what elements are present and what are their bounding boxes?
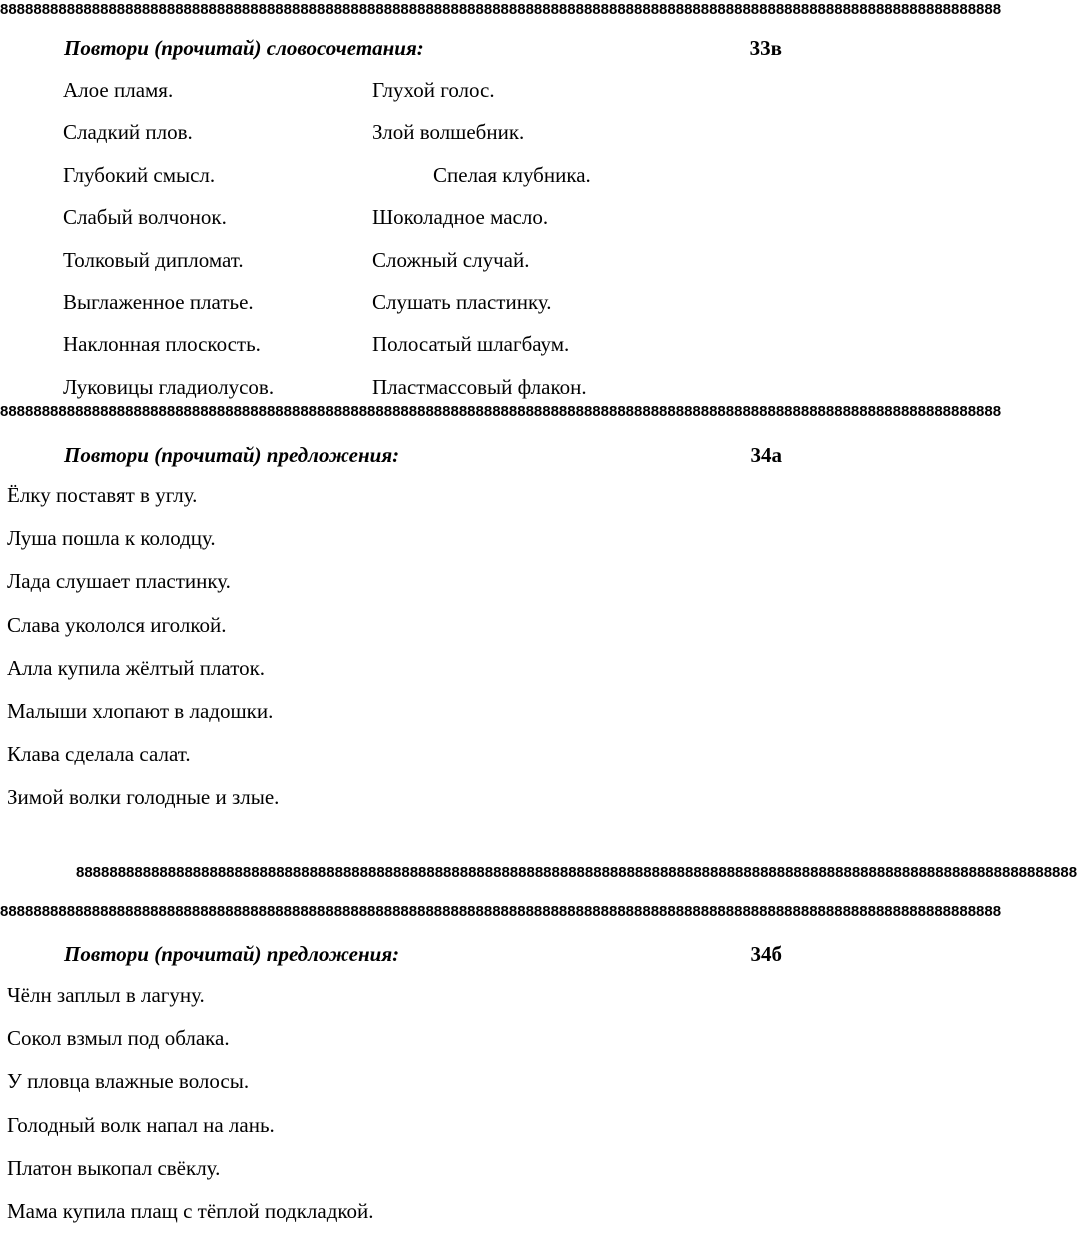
phrase-right-item: Глухой голос. [372,78,495,102]
section-33-number: 33в [749,36,782,60]
sentence-item: Алла купила жёлтый платок. [7,655,266,680]
sentence-item: Клава сделала салат. [7,742,191,767]
phrase-left-item: Сладкий плов. [63,120,193,145]
section-34a-heading [0,441,816,469]
section-34b-title: Повтори (прочитай) предложения: [64,942,400,966]
phrase-right-item: Сложный случай. [372,247,530,272]
sentence-item: Слава укололся иголкой. [7,612,227,637]
separator-line: 888888888888888888888888888888888888888888888888888888888888888888888888888888888888888888888888888888888888888888888888 [0,403,1002,420]
phrase-left-item: Глубокий смысл. [63,162,216,187]
separator-line: 888888888888888888888888888888888888888888888888888888888888888888888888888888888888888888888888888888888888888888888888 [0,1,1002,18]
phrase-left-item: Слабый волчонок. [63,205,227,230]
section-34a-number: 34а [750,443,782,467]
sentence-item: Платон выкопал свёклу. [7,1155,221,1180]
phrase-right-item: Пластмассовый флакон. [372,374,587,399]
phrase-left-item: Выглаженное платье. [63,290,254,314]
sentence-item: Голодный волк напал на лань. [7,1112,275,1137]
section-34b-number: 34б [750,942,782,966]
phrase-left-item: Алое пламя. [63,78,174,102]
phrase-right-item: Спелая клубника. [433,162,591,187]
phrase-right-item: Полосатый шлагбаум. [372,332,570,357]
separator-line: 888888888888888888888888888888888888888888888888888888888888888888888888888888888888888888888888888888888888888888888888 [0,903,1002,920]
section-33-heading [0,34,816,62]
section-34b-heading [0,940,816,968]
phrase-left-item: Наклонная плоскость. [63,332,261,357]
phrase-right-item: Шоколадное масло. [372,205,549,230]
phrase-right-item: Злой волшебник. [372,120,525,145]
section-33-title: Повтори (прочитай) словосочетания: [64,36,424,60]
sentence-item: У пловца влажные волосы. [7,1069,250,1094]
sentence-item: Зимой волки голодные и злые. [7,785,280,810]
sentence-item: Мама купила плащ с тёплой подкладкой. [7,1199,374,1223]
phrase-left-item: Толковый дипломат. [63,247,244,272]
phrase-right-item: Слушать пластинку. [372,290,552,314]
sentence-item: Лада слушает пластинку. [7,569,231,594]
sentence-item: Ёлку поставят в углу. [7,483,198,507]
section-34a-title: Повтори (прочитай) предложения: [64,443,400,467]
sentence-item: Чёлн заплыл в лагуну. [7,983,205,1007]
sentence-item: Малыши хлопают в ладошки. [7,699,274,723]
phrase-left-item: Луковицы гладиолусов. [63,374,275,399]
sentence-item: Сокол взмыл под облака. [7,1026,230,1051]
separator-line: 888888888888888888888888888888888888888888888888888888888888888888888888888888888888888888888888888888888888888888888888 [76,864,1077,881]
sentence-item: Луша пошла к колодцу. [7,526,216,551]
